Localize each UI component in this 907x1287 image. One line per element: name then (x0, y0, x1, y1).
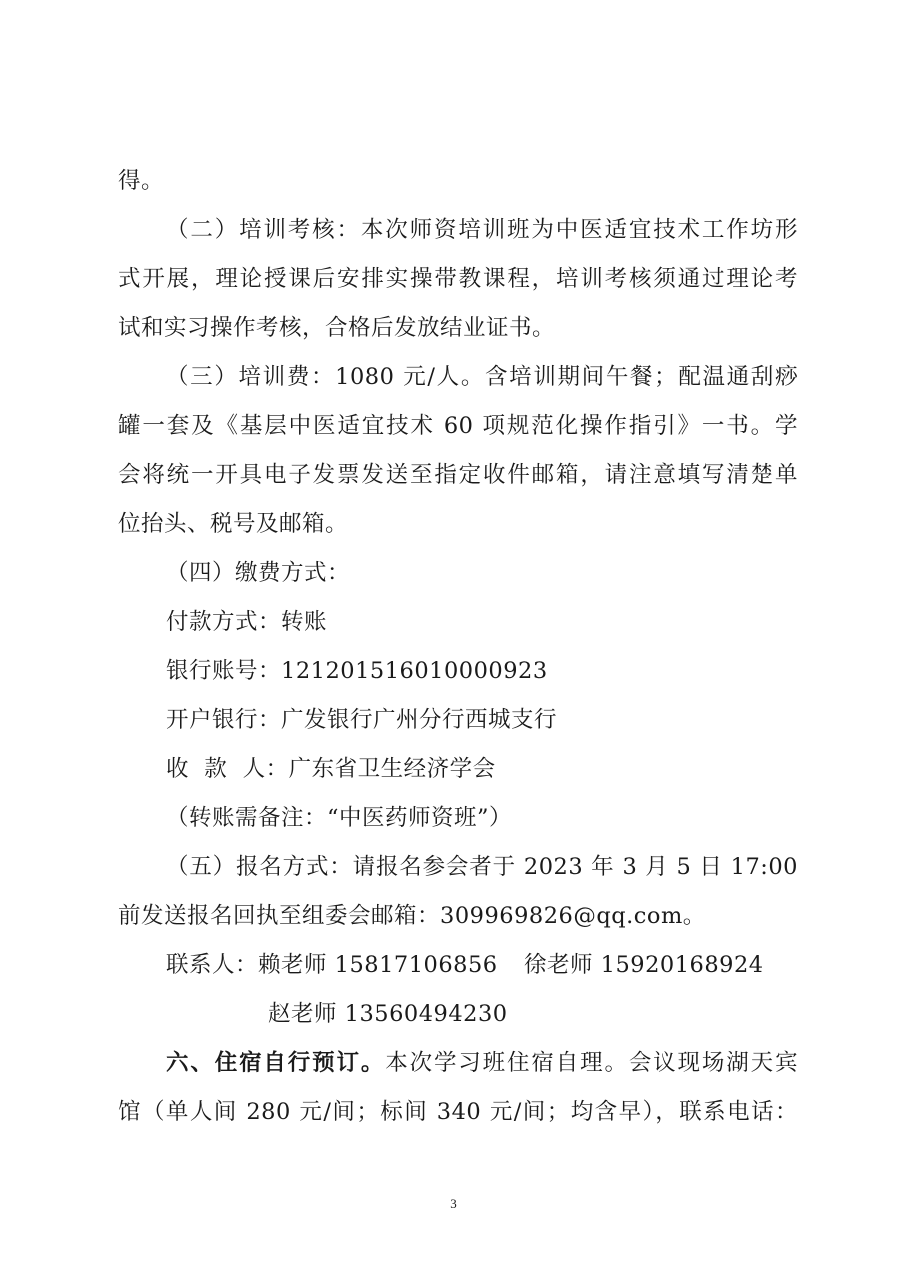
paragraph-continuation: 得。 (118, 168, 165, 194)
section-accommodation-text: 本次学习班住宿自理。会议现场湖天宾 (385, 1050, 798, 1076)
section-training-fee-line-1: （三）培训费：1080 元/人。含培训期间午餐；配温通刮痧 (166, 364, 798, 390)
section-accommodation-line-1 (166, 1048, 798, 1078)
section-registration-line-1: （五）报名方式：请报名参会者于 2023 年 3 月 5 日 17:00 (166, 854, 798, 880)
contact-line-1 (166, 950, 846, 980)
payee: 收 款 人：广东省卫生经济学会 (166, 756, 496, 782)
section-training-fee-line-2: 罐一套及《基层中医适宜技术 60 项规范化操作指引》一书。学 (118, 413, 798, 439)
section-training-fee-line-4: 位抬头、税号及邮箱。 (118, 511, 349, 537)
section-accommodation-heading: 六、住宿自行预订。 (166, 1050, 386, 1076)
section-accommodation-line-2: 馆（单人间 280 元/间；标间 340 元/间；均含早），联系电话： (118, 1099, 798, 1125)
transfer-remark: （转账需备注：“中医药师资班”） (166, 805, 513, 831)
section-training-assessment-line-3: 试和实习操作考核，合格后发放结业证书。 (118, 315, 556, 341)
payment-method: 付款方式：转账 (166, 609, 328, 635)
page-number: 3 (450, 1196, 457, 1211)
section-payment-heading: （四）缴费方式： (166, 560, 351, 586)
section-registration-line-2: 前发送报名回执至组委会邮箱：309969826@qq.com。 (118, 903, 706, 929)
section-training-fee-line-3: 会将统一开具电子发票发送至指定收件邮箱，请注意填写清楚单 (118, 462, 798, 488)
section-training-assessment-line-1: （二）培训考核：本次师资培训班为中医适宜技术工作坊形 (166, 217, 798, 243)
section-training-assessment-line-2: 式开展，理论授课后安排实操带教课程，培训考核须通过理论考 (118, 266, 798, 292)
contact-xu: 徐老师 15920168924 (524, 952, 764, 978)
contact-lai: 联系人：赖老师 15817106856 (166, 952, 498, 978)
bank-account: 银行账号：121201516010000923 (166, 658, 548, 684)
bank-name: 开户银行：广发银行广州分行西城支行 (166, 707, 558, 733)
contact-zhao: 赵老师 13560494230 (268, 1001, 508, 1027)
